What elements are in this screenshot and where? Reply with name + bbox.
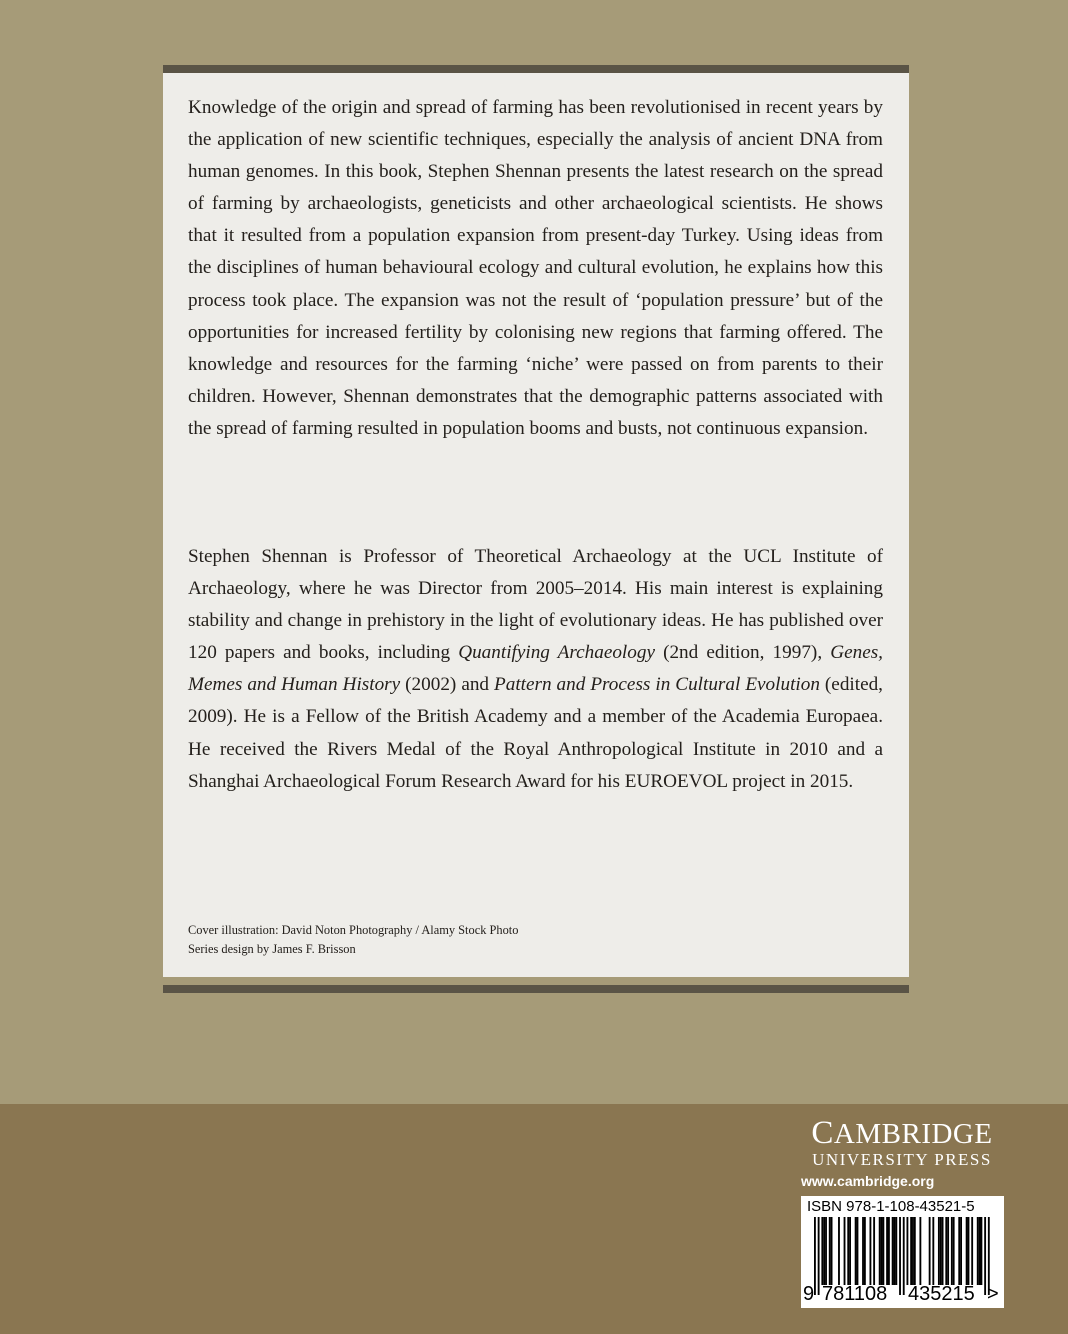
- barcode-bar: [895, 1217, 897, 1285]
- barcode-bar: [873, 1217, 875, 1285]
- barcode-bar: [882, 1217, 884, 1285]
- barcode-bar: [829, 1217, 831, 1285]
- author-biography: [188, 541, 883, 798]
- barcode-digits-left: 781108: [822, 1283, 888, 1305]
- barcode-bar: [966, 1217, 968, 1285]
- barcode-bar: [886, 1217, 888, 1285]
- barcode-bar: [960, 1217, 962, 1285]
- barcode-bar: [821, 1217, 823, 1285]
- barcode-bar: [903, 1217, 905, 1295]
- top-rule: [163, 65, 909, 73]
- barcode-bar: [945, 1217, 947, 1285]
- barcode-bar: [825, 1217, 827, 1285]
- barcode-bar: [958, 1217, 960, 1285]
- barcode-bar: [951, 1217, 953, 1285]
- barcode-bar: [907, 1217, 909, 1285]
- barcode-bar: [831, 1217, 833, 1285]
- barcode-bar: [940, 1217, 942, 1285]
- publisher-subtitle: UNIVERSITY PRESS: [812, 1150, 992, 1169]
- barcode-bar: [947, 1217, 949, 1285]
- barcode-bar: [864, 1217, 866, 1285]
- bio-text: Stephen Shennan is Professor of Theoretical Archaeology at the UCL Institute of Archaeology, where he was Director from 2005–2014. His main interest is explaining stability and change in prehistory in the light of evolutionary ideas. He has published over 120 papers and books, including: [188, 546, 883, 664]
- barcode-bar: [814, 1217, 816, 1295]
- barcode-bar: [981, 1217, 983, 1285]
- barcode-bar: [879, 1217, 881, 1285]
- barcode-digit-lead: 9: [803, 1283, 815, 1305]
- publisher-name-initial: C: [811, 1115, 834, 1151]
- barcode-bar: [971, 1217, 973, 1285]
- barcode-bar: [914, 1217, 916, 1285]
- barcode-bar: [849, 1217, 851, 1285]
- cover-illustration-credit: Cover illustration: David Noton Photography / Alamy Stock Photo: [188, 923, 519, 937]
- publisher-name-rest: AMBRIDGE: [833, 1118, 993, 1150]
- barcode-bar: [912, 1217, 914, 1285]
- barcode-bar: [977, 1217, 979, 1285]
- cover-credits: [188, 921, 518, 959]
- isbn-barcode: [801, 1196, 1004, 1308]
- back-cover-text-panel: [163, 73, 909, 977]
- bio-text: (edited, 2009). He is a Fellow of the British Academy and a member of the Academia Europaea. He received the Rivers Medal of the Royal Anthropological Institute in 2010 and a Shanghai Archaeological Forum Research Award for his EUROEVOL project in 2015.: [188, 674, 883, 792]
- bio-text: (2002) and: [400, 674, 495, 696]
- barcode-bar: [818, 1217, 820, 1295]
- barcode-bar: [888, 1217, 890, 1285]
- book-title-genes-memes: Genes, Memes and Human History: [188, 642, 883, 696]
- barcode-bar: [942, 1217, 944, 1285]
- book-description: Knowledge of the origin and spread of farming has been revolutionised in recent years by the application of new scientific techniques, especially the analysis of ancient DNA from human genomes. In this book, Stephen Shennan presents the latest research on the spread of farming by archaeologists, geneticists and other archaeological scientists. He shows that it resulted from a population expansion from present-day Turkey. Using ideas from the disciplines of human behavioural ecology and cultural evolution, he explains how this process took place. The expansion was not the result of ‘population pressure’ but of the opportunities for increased fertility by colonising new regions that farming offered. The knowledge and resources for the farming ‘niche’ were passed on from parents to their children. However, Shennan demonstrates that the demographic patterns associated with the spread of farming resulted in population booms and busts, not continuous expansion.: [188, 97, 883, 439]
- barcode-bar: [953, 1217, 955, 1285]
- barcode-bar: [929, 1217, 931, 1285]
- publisher-logo-name: [800, 1115, 1004, 1151]
- barcode-bar: [910, 1217, 912, 1285]
- barcode-bar: [979, 1217, 981, 1285]
- barcode-bar: [862, 1217, 864, 1285]
- barcode-bar: [899, 1217, 901, 1295]
- barcode-bar: [919, 1217, 921, 1285]
- barcode-digits-right: 435215: [908, 1283, 975, 1305]
- barcode-bar: [855, 1217, 857, 1285]
- barcode-digit-trail: >: [987, 1283, 999, 1305]
- barcode-bar: [968, 1217, 970, 1285]
- isbn-label: ISBN 978-1-108-43521-5: [807, 1198, 975, 1215]
- book-title-pattern-and-process: Pattern and Process in Cultural Evolution: [494, 674, 820, 696]
- barcode-bar: [938, 1217, 940, 1285]
- publisher-website: www.cambridge.org: [801, 1173, 935, 1189]
- barcode-bar: [881, 1217, 883, 1285]
- barcode-bar: [838, 1217, 840, 1285]
- bottom-rule: [163, 985, 909, 993]
- barcode-bar: [870, 1217, 872, 1285]
- book-title-quantifying-archaeology: Quantifying Archaeology: [458, 642, 655, 664]
- barcode-bar: [823, 1217, 825, 1285]
- barcode-bar: [984, 1217, 986, 1295]
- barcode-bar: [844, 1217, 846, 1285]
- bio-text: (2nd edition, 1997),: [654, 642, 831, 664]
- barcode-bar: [847, 1217, 849, 1285]
- barcode-bar: [857, 1217, 859, 1285]
- barcode-bar: [894, 1217, 896, 1285]
- barcode-bar: [932, 1217, 934, 1285]
- barcode-bar: [892, 1217, 894, 1285]
- series-design-credit: Series design by James F. Brisson: [188, 942, 356, 956]
